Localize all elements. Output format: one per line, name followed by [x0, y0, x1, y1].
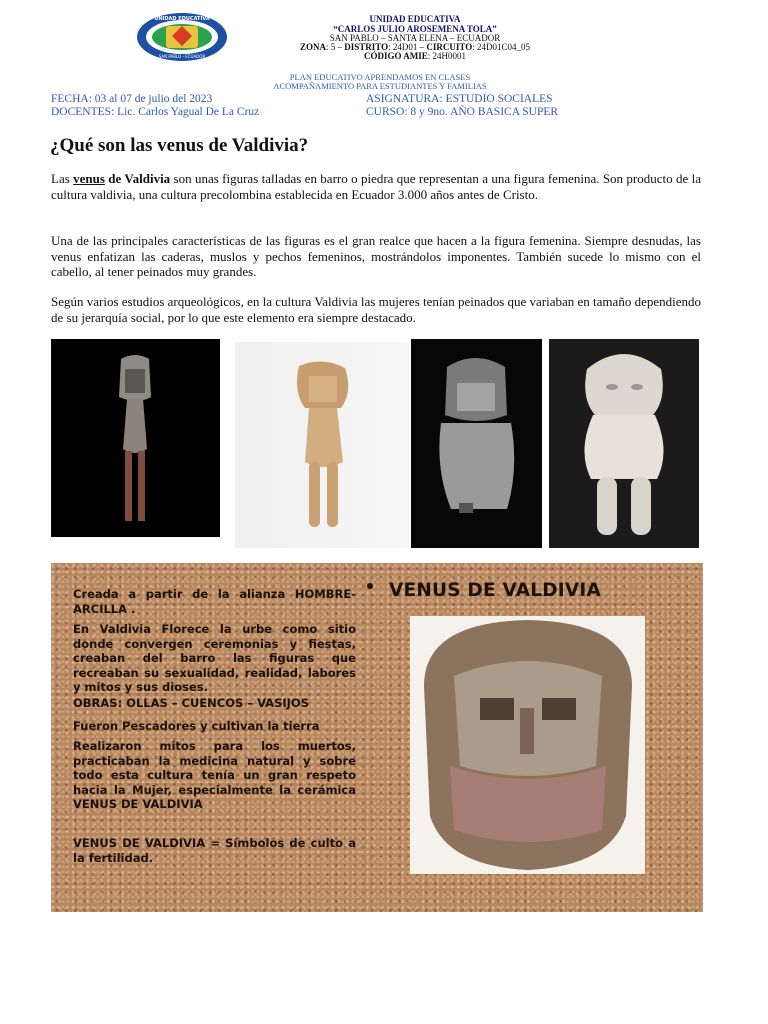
bullet-icon — [367, 583, 373, 589]
school-logo — [136, 12, 228, 62]
amie-value: : 24H0001 — [427, 51, 466, 61]
circuito-value: : 24D01C04_05 — [472, 42, 530, 52]
docentes: DOCENTES: Lic. Carlos Yagual De La Cruz — [51, 106, 260, 118]
zona-label: ZONA — [300, 42, 327, 52]
curso: CURSO: 8 y 9no. AÑO BASICA SUPER — [366, 106, 559, 118]
paragraph-3: Según varios estudios arqueológicos, en la cultura Valdivia las mujeres tenían peinados que variaban en tamaño dependiendo de su jerarquía social, por lo que este elemento era siempre destacado. — [51, 294, 701, 325]
school-name-line1: UNIDAD EDUCATIVA — [369, 14, 461, 24]
circuito-label: CIRCUITO — [426, 42, 473, 52]
venus-photo-4 — [549, 339, 699, 548]
p1-de-valdivia: de Valdivia — [104, 171, 171, 186]
venus-photo-3 — [411, 339, 542, 548]
logo-bottom-text: SAN PABLO - ECUADOR — [158, 54, 206, 59]
school-location: SAN PABLO – SANTA ELENA – ECUADOR — [329, 33, 501, 43]
p1-rest: son unas figuras talladas en barro o piedra que representan a una figura femenina. Son producto de la cultura valdivia, una cultura precolombina establecida en Ecuador 3.000 años antes de Cristo. — [51, 171, 701, 202]
panel-title-text: VENUS DE VALDIVIA — [389, 580, 601, 601]
panel-text-6: VENUS DE VALDIVIA = Símbolos de culto a la fertilidad. — [73, 836, 356, 865]
fecha: FECHA: 03 al 07 de julio del 2023 — [51, 93, 213, 105]
plan-line2: ACOMPAÑAMIENTO PARA ESTUDIANTES Y FAMILIAS — [273, 81, 487, 91]
paragraph-1 — [51, 171, 701, 202]
panel-text-5: Realizaron mitos para los muertos, practicaban la medicina natural y sobre todo esta cultura tenía un gran respeto hacia la Mujer, especialmente la cerámica VENUS DE VALDIVIA — [73, 739, 356, 811]
panel-text-3: OBRAS: OLLAS – CUENCOS – VASIJOS — [73, 696, 309, 710]
panel-title — [367, 580, 601, 601]
school-name-line2: “CARLOS JULIO AROSEMENA TOLA” — [333, 24, 497, 34]
venus-photo-2 — [235, 342, 410, 548]
p1-venus: venus — [73, 171, 105, 186]
distrito-value: : 24D01 – — [388, 42, 425, 52]
logo-top-text: UNIDAD EDUCATIVA — [154, 16, 210, 22]
page-title: ¿Qué son las venus de Valdivia? — [50, 135, 309, 156]
venus-photo-1 — [51, 339, 220, 537]
panel-text-4: Fueron Pescadores y cultivan la tierra — [73, 719, 320, 733]
distrito-label: DISTRITO — [344, 42, 389, 52]
amie-code — [230, 51, 600, 61]
amie-label: CÓDIGO AMIE — [363, 51, 428, 61]
panel-text-2: En Valdivia Florece la urbe como sitio donde convergen ceremonias y fiestas, creaban del barro las figuras que recreaban su sexualidad, realidad, labores y mitos y sus dioses. — [73, 622, 356, 694]
info-panel — [51, 563, 703, 912]
zona-value: : 5 – — [326, 42, 343, 52]
asignatura: ASIGNATURA: ESTUDIO SOCIALES — [366, 93, 553, 105]
venus-head-photo — [410, 616, 645, 874]
p1-pre: Las — [51, 171, 74, 186]
paragraph-2: Una de las principales características de las figuras es el gran realce que hacen a la figura femenina. Siempre desnudas, las venus enfatizan las caderas, muslos y pechos femeninos, mostrándolos imponentes. También sucede lo mismo con el cabello, al tener peinados muy grandes. — [51, 233, 701, 279]
plan-line1: PLAN EDUCATIVO APRENDAMOS EN CLASES — [289, 72, 471, 82]
panel-text-1: Creada a partir de la alianza HOMBRE-ARCILLA . — [73, 587, 356, 616]
